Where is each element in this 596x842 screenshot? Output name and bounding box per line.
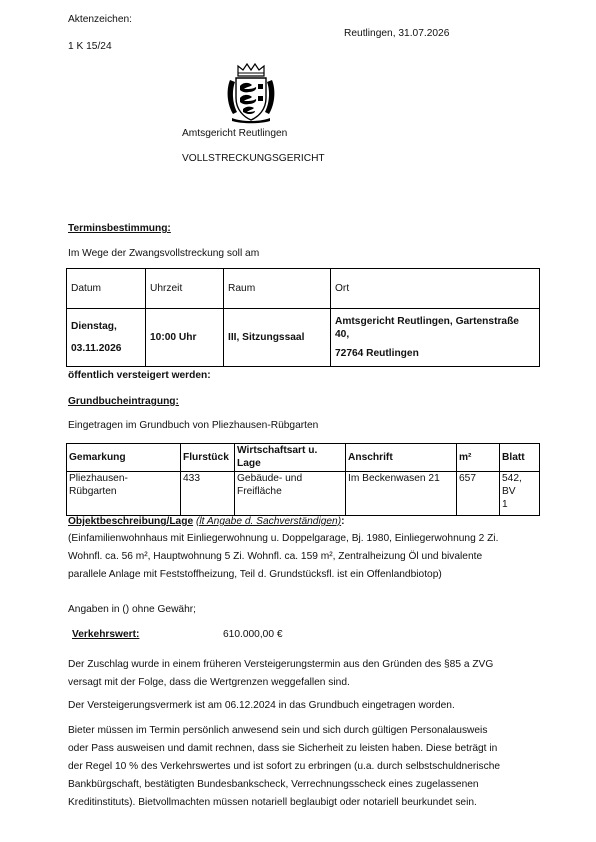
bieter-line2: oder Pass ausweisen und damit rechnen, dass sie Sicherheit zu leisten haben. Diese beträgt in: [68, 743, 498, 754]
blatt-line1: 542, BV: [502, 472, 522, 497]
termin-place-line1: Amtsgericht Reutlingen, Gartenstraße 40,: [335, 315, 519, 340]
termin-table-row: [67, 309, 540, 367]
column-header: Flurstück: [181, 444, 235, 472]
anschrift-cell: Im Beckenwasen 21: [346, 471, 457, 515]
column-header: Gemarkung: [67, 444, 181, 472]
column-header: Anschrift: [346, 444, 457, 472]
place-date: Reutlingen, 31.07.2026: [344, 28, 450, 39]
bieter-line5: Kreditinstituts). Bietvollmachten müssen notariell beglaubigt oder notariell beurkundet sein.: [68, 797, 477, 808]
column-header: Blatt: [500, 444, 540, 472]
objekt-heading: Objektbeschreibung/Lage: [68, 516, 194, 527]
termin-date-cell: [67, 309, 146, 367]
bieter-line4: Bankbürgschaft, bestätigten Bundesbankscheck, Verrechnungsscheck eines zugelassenen: [68, 779, 479, 790]
aktenzeichen-label: Aktenzeichen:: [68, 14, 132, 25]
termin-place-line2: 72764 Reutlingen: [335, 348, 419, 360]
termin-place-cell: [331, 309, 540, 367]
grundbuch-heading: Grundbucheintragung:: [68, 396, 179, 407]
termin-table: [66, 268, 540, 367]
termin-intro: Im Wege der Zwangsvollstreckung soll am: [68, 248, 260, 259]
gemarkung-line2: Rübgarten: [69, 485, 117, 497]
column-header: Raum: [224, 269, 331, 309]
court-department: VOLLSTRECKUNGSGERICHT: [182, 153, 325, 164]
objekt-line3: parallele Anlage mit Feststoffheizung, Teil d. Grundstücksfl. ist ein Offenlandbiotop): [68, 569, 442, 580]
grundbuch-intro: Eingetragen im Grundbuch von Pliezhausen-Rübgarten: [68, 420, 319, 431]
termin-time: 10:00 Uhr: [146, 309, 224, 367]
termin-after: öffentlich versteigert werden:: [68, 370, 211, 381]
column-header: Wirtschaftsart u. Lage: [235, 444, 346, 472]
termin-table-header: [67, 269, 540, 309]
versteigerungsvermerk: Der Versteigerungsvermerk ist am 06.12.2024 in das Grundbuch eingetragen worden.: [68, 700, 455, 711]
court-coat-of-arms-logo: [224, 62, 278, 124]
gemarkung-line1: Pliezhausen-: [69, 472, 128, 484]
grundbuch-table: [66, 443, 540, 516]
grundbuch-table-header: [67, 444, 540, 472]
zuschlag-line2: versagt mit der Folge, dass die Wertgrenzen weggefallen sind.: [68, 677, 350, 688]
bieter-line1: Bieter müssen im Termin persönlich anwesend sein und sich durch gültigen Personalausweis: [68, 725, 488, 736]
objekt-heading-line: [68, 515, 345, 528]
wirtschaftsart-cell: [235, 471, 346, 515]
blatt-cell: [500, 471, 540, 515]
termin-date-value: 03.11.2026: [71, 342, 122, 354]
termin-date-weekday: Dienstag,: [71, 321, 117, 333]
verkehrswert-label: Verkehrswert:: [72, 629, 140, 640]
bieter-line3: der Regel 10 % des Verkehrswertes und ist sofort zu erbringen (u.a. durch selbstschuldnerische: [68, 761, 501, 772]
disclaimer: Angaben in () ohne Gewähr;: [68, 604, 196, 615]
gemarkung-cell: [67, 471, 181, 515]
blatt-line2: 1: [502, 499, 508, 510]
wirtschaftsart-line2: Freifläche: [237, 485, 282, 497]
court-name: Amtsgericht Reutlingen: [182, 128, 288, 139]
grundbuch-table-row: [67, 471, 540, 515]
column-header: m²: [457, 444, 500, 472]
termin-heading: Terminsbestimmung:: [68, 223, 171, 234]
objekt-line2: Wohnfl. ca. 56 m², Hauptwohnung 5 Zi. Wohnfl. ca. 159 m², Zentralheizung Öl und bivalente: [68, 551, 483, 562]
column-header: Uhrzeit: [146, 269, 224, 309]
column-header: Ort: [331, 269, 540, 309]
aktenzeichen-value: 1 K 15/24: [68, 41, 112, 52]
objekt-line1: (Einfamilienwohnhaus mit Einliegerwohnung u. Doppelgarage, Bj. 1980, Einliegerwohnung 2 Zi.: [68, 533, 499, 544]
column-header: Datum: [67, 269, 146, 309]
objekt-heading-note: (lt Angabe d. Sachverständigen): [195, 516, 342, 527]
zuschlag-line1: Der Zuschlag wurde in einem früheren Versteigerungstermin aus den Gründen des §85 a ZVG: [68, 659, 494, 670]
termin-room: III, Sitzungssaal: [224, 309, 331, 367]
flurstueck-cell: 433: [181, 471, 235, 515]
verkehrswert-value: 610.000,00 €: [223, 629, 283, 640]
wirtschaftsart-line1: Gebäude- und: [237, 472, 303, 484]
objekt-heading-colon: :: [341, 516, 345, 527]
qm-cell: 657: [457, 471, 500, 515]
